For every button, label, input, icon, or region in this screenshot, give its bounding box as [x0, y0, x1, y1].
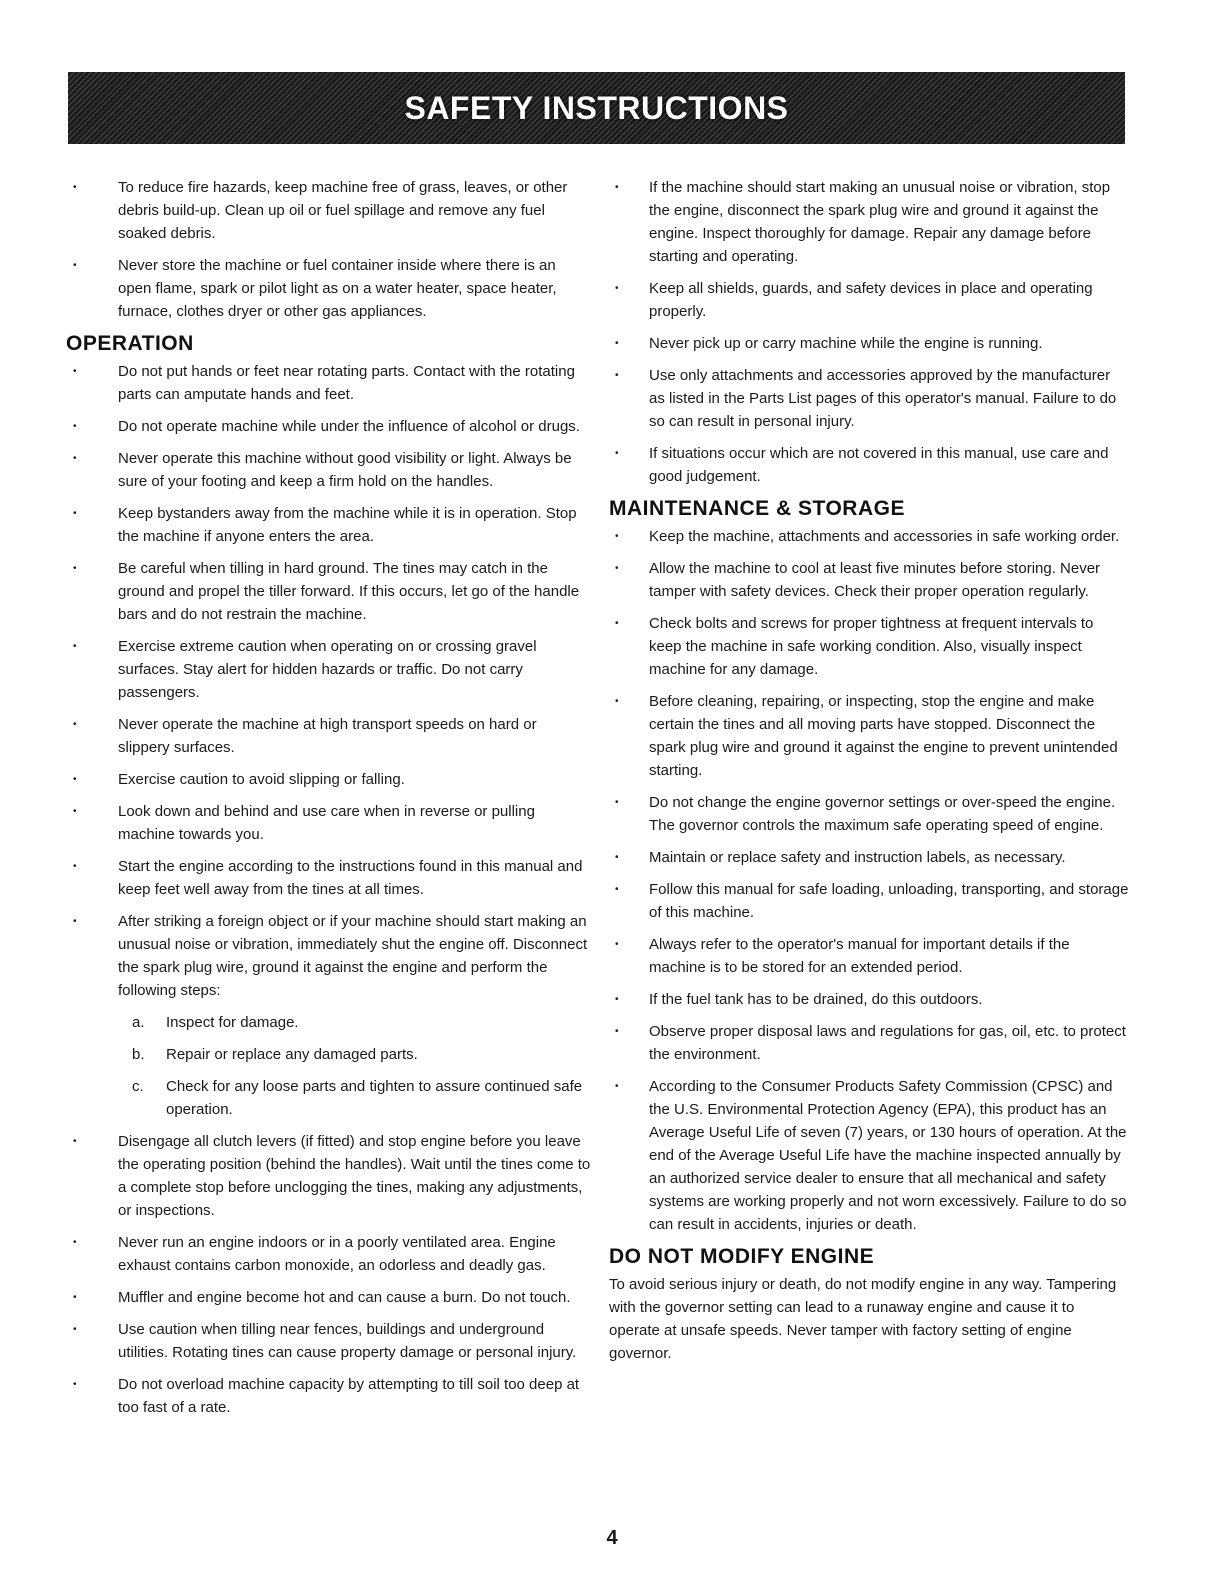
list-item: • Do not operate machine while under the influence of alcohol or drugs.: [66, 415, 591, 438]
list-item: • Follow this manual for safe loading, unloading, transporting, and storage of this machine.: [609, 878, 1129, 924]
left-column: [66, 176, 591, 1428]
list-item: • Keep all shields, guards, and safety devices in place and operating properly.: [609, 277, 1129, 323]
modify-engine-text: To avoid serious injury or death, do not modify engine in any way. Tampering with the governor setting can lead to a runaway engine and cause it to operate at unsafe speeds. Never tamper with factory setting of engine governor.: [609, 1276, 1117, 1362]
step-text: Check for any loose parts and tighten to assure continued safe operation.: [166, 1078, 583, 1118]
step-text: Repair or replace any damaged parts.: [166, 1046, 418, 1063]
list-item: • Muffler and engine become hot and can cause a burn. Do not touch.: [66, 1286, 591, 1309]
list-item: • Before cleaning, repairing, or inspecting, stop the engine and make certain the tines and all moving parts have stopped. Disconnect the spark plug wire and ground it against the engine to prevent unintended starting.: [609, 690, 1129, 782]
step-item: [118, 1043, 591, 1066]
list-item: • Keep bystanders away from the machine while it is in operation. Stop the machine if anyone enters the area.: [66, 502, 591, 548]
list-item: • Allow the machine to cool at least five minutes before storing. Never tamper with safety devices. Check their proper operation regularly.: [609, 557, 1129, 603]
list-item: • Start the engine according to the instructions found in this manual and keep feet well away from the tines at all times.: [66, 855, 591, 901]
maintenance-list: [609, 525, 1129, 1236]
list-item: • If the fuel tank has to be drained, do this outdoors.: [609, 988, 1129, 1011]
list-item: • Always refer to the operator's manual for important details if the machine is to be stored for an extended period.: [609, 933, 1129, 979]
list-item: • Never operate the machine at high transport speeds on hard or slippery surfaces.: [66, 713, 591, 759]
intro-list: [66, 176, 591, 323]
list-item: • If the machine should start making an unusual noise or vibration, stop the engine, disconnect the spark plug wire and ground it against the engine. Inspect thoroughly for damage. Repair any damage before starting and operating.: [609, 176, 1129, 268]
title-banner: [68, 72, 1125, 144]
list-item: • Use caution when tilling near fences, buildings and underground utilities. Rotating tines can cause property damage or personal injury.: [66, 1318, 591, 1364]
list-item: • Maintain or replace safety and instruction labels, as necessary.: [609, 846, 1129, 869]
page-title: SAFETY INSTRUCTIONS: [404, 89, 789, 126]
right-column: [609, 176, 1129, 1365]
list-item: • Do not change the engine governor settings or over-speed the engine. The governor controls the maximum safe operating speed of engine.: [609, 791, 1129, 837]
list-item: • Never store the machine or fuel container inside where there is an open flame, spark or pilot light as on a water heater, space heater, furnace, clothes dryer or other gas appliances.: [66, 254, 591, 323]
list-item: • If situations occur which are not covered in this manual, use care and good judgement.: [609, 442, 1129, 488]
list-item: • According to the Consumer Products Safety Commission (CPSC) and the U.S. Environmental Protection Agency (EPA), this product has an Average Useful Life of seven (7) years, or 130 hours of operation. At the end of the Average Useful Life have the machine inspected annually by an authorized service dealer to ensure that all mechanical and safety systems are working properly and not worn excessively. Failure to do so can result in accidents, injuries or death.: [609, 1075, 1129, 1236]
list-item: • Check bolts and screws for proper tightness at frequent intervals to keep the machine in safe working condition. Also, visually inspect machine for any damage.: [609, 612, 1129, 681]
step-marker: b.: [132, 1046, 145, 1063]
list-item: • Never pick up or carry machine while the engine is running.: [609, 332, 1129, 355]
list-item: • Keep the machine, attachments and accessories in safe working order.: [609, 525, 1129, 548]
page-number: 4: [606, 1527, 618, 1549]
list-item: • Disengage all clutch levers (if fitted) and stop engine before you leave the operating position (behind the handles). Wait until the tines come to a complete stop before unclogging the tines, making any adjustments, or inspections.: [66, 1130, 591, 1222]
list-item: • Do not put hands or feet near rotating parts. Contact with the rotating parts can amputate hands and feet.: [66, 360, 591, 406]
list-item: • Do not overload machine capacity by attempting to till soil too deep at too fast of a rate.: [66, 1373, 591, 1419]
operation-continued-list: [609, 176, 1129, 488]
step-item: [118, 1011, 591, 1034]
list-item: • Use only attachments and accessories approved by the manufacturer as listed in the Parts List pages of this operator's manual. Failure to do so can result in personal injury.: [609, 364, 1129, 433]
list-item: • To reduce fire hazards, keep machine free of grass, leaves, or other debris build-up. Clean up oil or fuel spillage and remove any fuel soaked debris.: [66, 176, 591, 245]
step-marker: a.: [132, 1014, 145, 1031]
step-text: Inspect for damage.: [166, 1014, 299, 1031]
striking-text: After striking a foreign object or if your machine should start making an unusual noise or vibration, immediately shut the engine off. Disconnect the spark plug wire, ground it against the engine and perform the following steps:: [118, 913, 588, 999]
operation-heading: OPERATION: [66, 332, 194, 355]
list-item: • Exercise extreme caution when operating on or crossing gravel surfaces. Stay alert for hidden hazards or traffic. Do not carry passengers.: [66, 635, 591, 704]
step-marker: c.: [132, 1078, 144, 1095]
list-item: • Look down and behind and use care when in reverse or pulling machine towards you.: [66, 800, 591, 846]
list-item: • Exercise caution to avoid slipping or falling.: [66, 768, 591, 791]
list-item: • Never run an engine indoors or in a poorly ventilated area. Engine exhaust contains carbon monoxide, an odorless and deadly gas.: [66, 1231, 591, 1277]
list-item: • Be careful when tilling in hard ground. The tines may catch in the ground and propel the tiller forward. If this occurs, let go of the handle bars and do not restrain the machine.: [66, 557, 591, 626]
list-item: • Observe proper disposal laws and regulations for gas, oil, etc. to protect the environment.: [609, 1020, 1129, 1066]
maintenance-heading: MAINTENANCE & STORAGE: [609, 497, 905, 520]
list-item: • Never operate this machine without good visibility or light. Always be sure of your footing and keep a firm hold on the handles.: [66, 447, 591, 493]
steps-list: [118, 1011, 591, 1121]
list-item-striking: [66, 910, 591, 1121]
step-item: [118, 1075, 591, 1121]
modify-engine-heading: DO NOT MODIFY ENGINE: [609, 1245, 875, 1268]
operation-list: [66, 360, 591, 1419]
